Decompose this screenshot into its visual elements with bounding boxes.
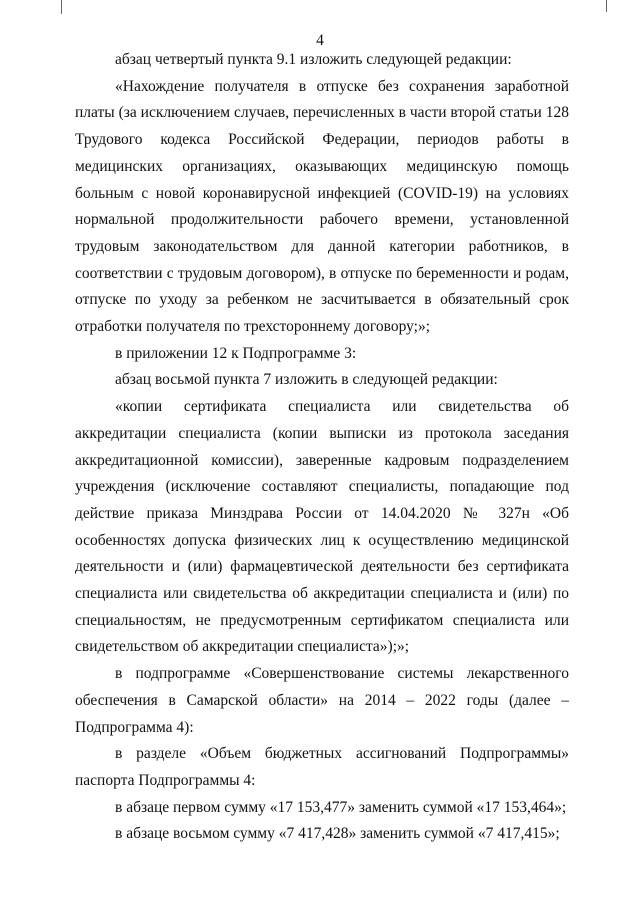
scan-artifact-right: [606, 0, 607, 12]
paragraph-4: абзац восьмой пункта 7 изложить в следующей редакции:: [115, 371, 498, 389]
paragraph-1: абзац четвертый пункта 9.1 изложить следующей редакции:: [115, 51, 512, 68]
paragraph-7: в разделе «Объем бюджетных ассигнований Подпрограммы» паспорта Подпрограммы 4:: [75, 745, 569, 789]
paragraph-3: в приложении 12 к Подпрограмме 3:: [115, 344, 357, 362]
paragraph-5: «копии сертификата специалиста или свидетельства об аккредитации специалиста (копии выписки из протокола заседания аккредитационной комиссии), заверенные кадровым подразделением учреждения (исключение составляют специалисты, попадающие под действие приказа Минздрава России от 14.04.2020 № 327н «Об особенностях допуска физических лиц к осуществлению медицинской деятельности и (или) фармацевтической деятельности без сертификата специалиста или свидетельства об аккредитации специалиста и (или) по специальностям, не предусмотренным сертификатом специалиста или свидетельством об аккредитации специалиста»);»;: [75, 398, 569, 656]
paragraph-9: в абзаце восьмом сумму «7 417,428» заменить суммой «7 417,415»;: [115, 825, 560, 843]
paragraph-8: в абзаце первом сумму «17 153,477» заменить суммой «17 153,464»;: [115, 798, 567, 816]
scan-artifact-left: [61, 0, 62, 14]
page-number: 4: [316, 32, 324, 49]
paragraph-6: в подпрограмме «Совершенствование системы лекарственного обеспечения в Самарской области» на 2014 – 2022 годы (далее – Подпрограмма 4):: [75, 665, 569, 736]
paragraph-2: «Нахождение получателя в отпуске без сохранения заработной платы (за исключением случаев, перечисленных в части второй статьи 128 Трудового кодекса Российской Федерации, периодов работы в медицинских организациях, оказывающих медицинскую помощь больным с новой коронавирусной инфекцией (COVID-19) на условиях нормальной продолжительности рабочего времени, установленной трудовым законодательством для данной категории работников, в соответствии с трудовым договором), в отпуске по беременности и родам, отпуске по уходу за ребенком не засчитывается в обязательный срок отработки получателя по трехстороннему договору;»;: [75, 77, 569, 336]
document-body: [75, 47, 569, 848]
